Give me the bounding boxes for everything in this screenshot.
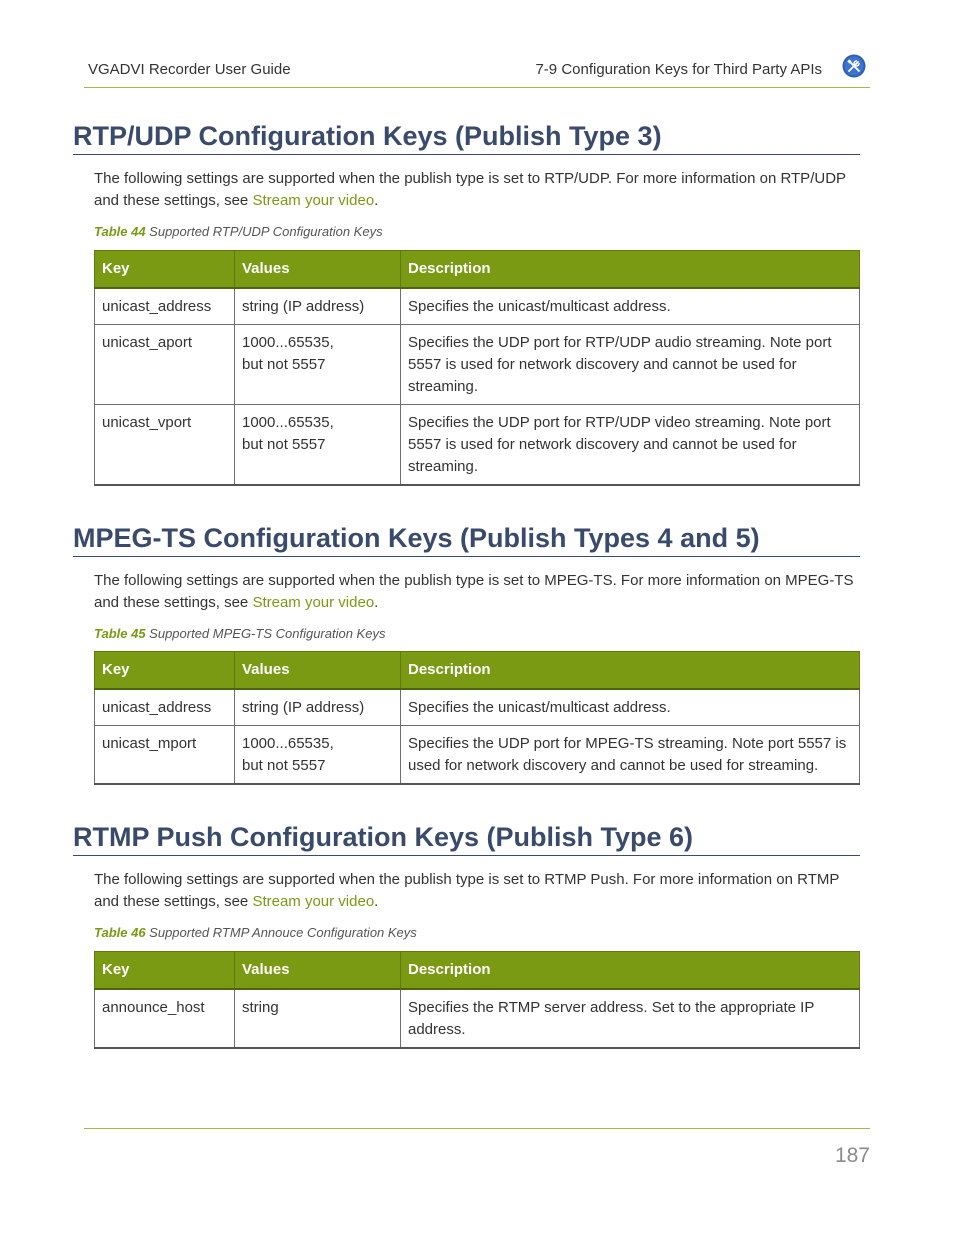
values-cell: string (IP address) (235, 689, 401, 726)
key-cell: unicast_aport (95, 324, 235, 404)
table-caption: Table 46 Supported RTMP Annouce Configuration Keys (94, 925, 417, 940)
values-cell: 1000...65535, but not 5557 (235, 404, 401, 485)
description-cell: Specifies the unicast/multicast address. (401, 689, 860, 726)
section-intro-rtmp-push: The following settings are supported when the publish type is set to RTMP Push. For more information on RTMP and these settings, see Stream your video. (94, 871, 840, 910)
column-header-key: Key (95, 952, 235, 989)
key-cell: announce_host (95, 989, 235, 1048)
table-row (95, 324, 860, 404)
page-number: 187 (834, 1144, 870, 1167)
section-title-mpeg-ts: MPEG-TS Configuration Keys (Publish Types 4 and 5) (73, 522, 860, 557)
table-row (95, 689, 860, 726)
key-cell: unicast_address (95, 288, 235, 325)
column-header-values: Values (235, 652, 401, 689)
values-cell: 1000...65535, but not 5557 (235, 324, 401, 404)
table-row (95, 725, 860, 784)
key-cell: unicast_mport (95, 725, 235, 784)
description-cell: Specifies the UDP port for RTP/UDP video streaming. Note port 5557 is used for network discovery and cannot be used for streaming. (401, 404, 860, 485)
page-header (84, 52, 870, 88)
description-cell: Specifies the UDP port for MPEG-TS streaming. Note port 5557 is used for network discovery and cannot be used for streaming. (401, 725, 860, 784)
section-title-rtmp-push: RTMP Push Configuration Keys (Publish Type 6) (73, 821, 860, 856)
column-header-description: Description (401, 952, 860, 989)
values-cell: 1000...65535, but not 5557 (235, 725, 401, 784)
section-title-rtp-udp: RTP/UDP Configuration Keys (Publish Type 3) (73, 120, 860, 155)
stream-your-video-link[interactable]: Stream your video (252, 893, 375, 910)
values-cell: string (235, 989, 401, 1048)
column-header-key: Key (95, 652, 235, 689)
column-header-description: Description (401, 251, 860, 288)
table-header-row (95, 251, 860, 288)
table-row (95, 404, 860, 485)
table-caption: Table 44 Supported RTP/UDP Configuration Keys (94, 224, 383, 239)
column-header-key: Key (95, 251, 235, 288)
column-header-values: Values (235, 251, 401, 288)
stream-your-video-link[interactable]: Stream your video (252, 594, 375, 611)
key-cell: unicast_vport (95, 404, 235, 485)
stream-your-video-link[interactable]: Stream your video (252, 192, 375, 209)
values-cell: string (IP address) (235, 288, 401, 325)
table-header-row (95, 952, 860, 989)
table-header-row (95, 652, 860, 689)
chapter-title: 7-9 Configuration Keys for Third Party APIs (535, 61, 822, 78)
description-cell: Specifies the RTMP server address. Set to the appropriate IP address. (401, 989, 860, 1048)
rtp-udp-config-table (94, 250, 860, 486)
rtmp-push-config-table (94, 951, 860, 1049)
table-row (95, 288, 860, 325)
table-caption: Table 45 Supported MPEG-TS Configuration Keys (94, 626, 386, 641)
key-cell: unicast_address (95, 689, 235, 726)
description-cell: Specifies the UDP port for RTP/UDP audio streaming. Note port 5557 is used for network discovery and cannot be used for streaming. (401, 324, 860, 404)
description-cell: Specifies the unicast/multicast address. (401, 288, 860, 325)
guide-title: VGADVI Recorder User Guide (88, 61, 291, 78)
column-header-description: Description (401, 652, 860, 689)
column-header-values: Values (235, 952, 401, 989)
mpeg-ts-config-table (94, 651, 860, 785)
tools-icon (842, 54, 866, 78)
section-intro-rtp-udp: The following settings are supported when the publish type is set to RTP/UDP. For more information on RTP/UDP and these settings, see Stream your video. (94, 170, 846, 209)
section-intro-mpeg-ts: The following settings are supported when the publish type is set to MPEG-TS. For more information on MPEG-TS and these settings, see Stream your video. (94, 572, 854, 611)
footer-divider (84, 1128, 870, 1129)
table-row (95, 989, 860, 1048)
